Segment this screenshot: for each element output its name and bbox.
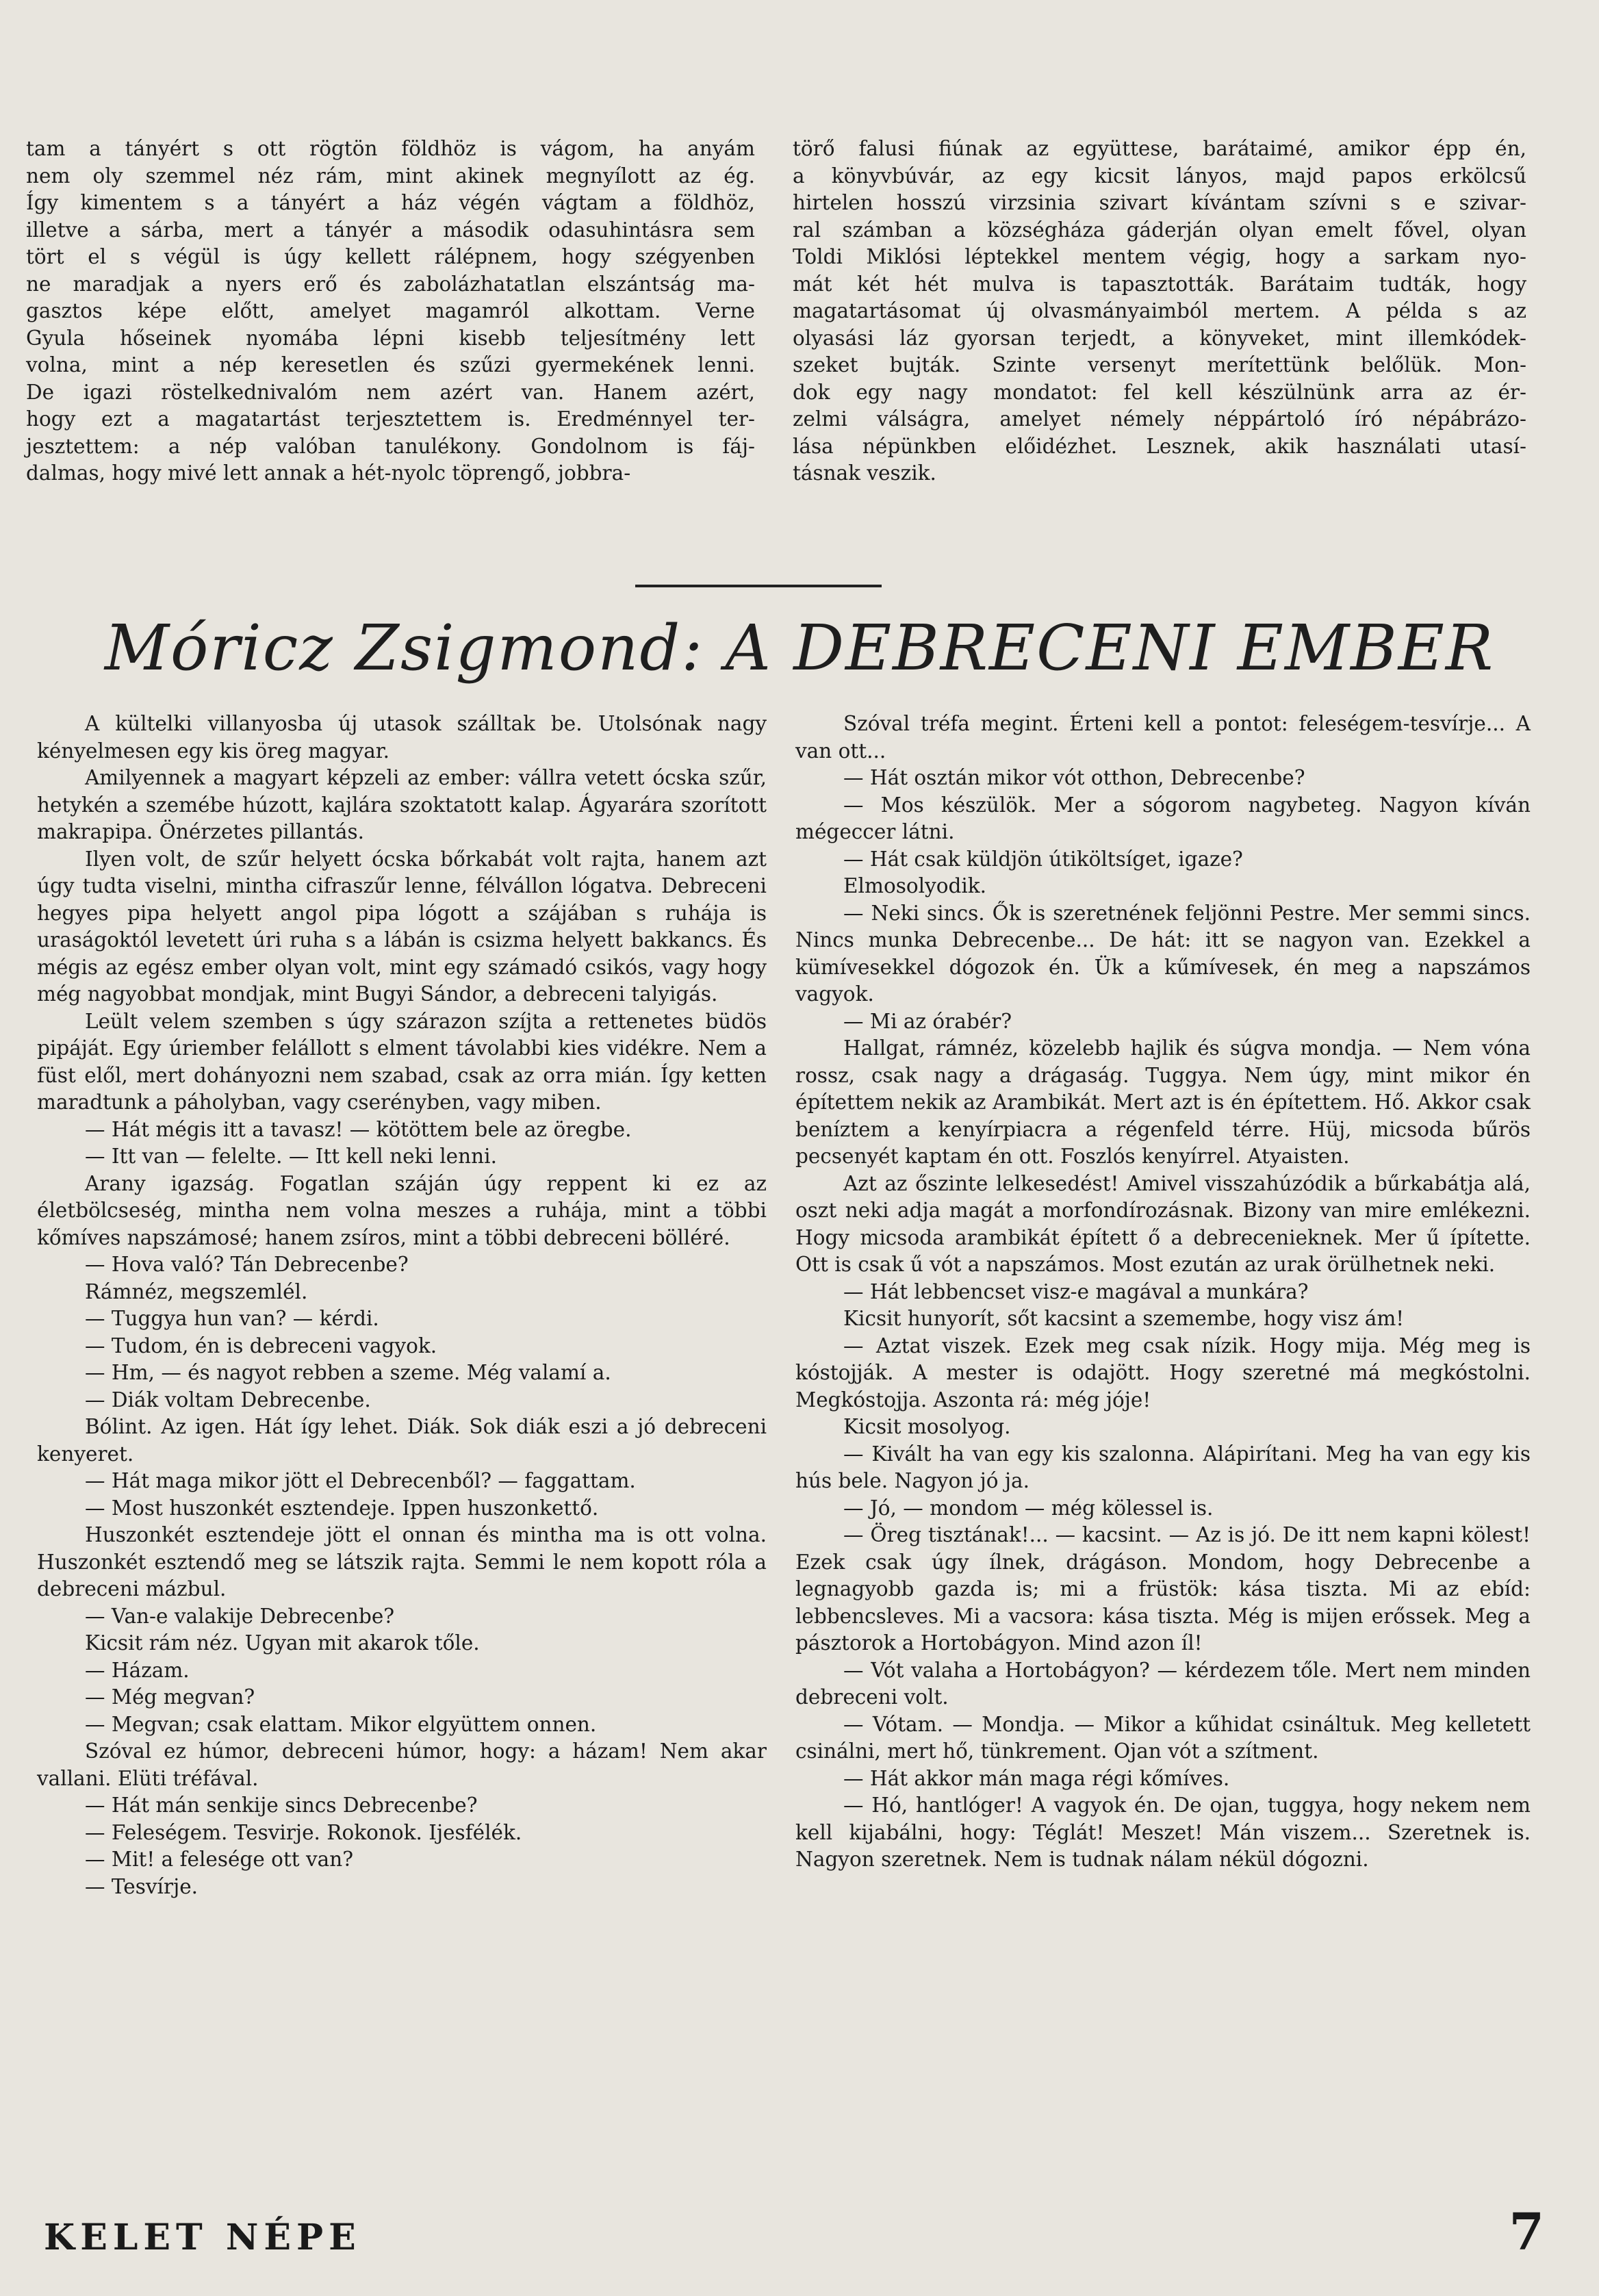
text-line: De igazi röstelkednivalóm nem azért van. Hanem azért, — [26, 380, 755, 404]
article-paragraph: — Feleségem. Tesvirje. Rokonok. Ijesfélék. — [85, 1820, 522, 1844]
text-line: a könyvbúvár, az egy kicsit lányos, majd papos erkölcsű — [793, 164, 1526, 188]
article-paragraph: — Még megvan? — [85, 1685, 255, 1709]
article-paragraph: Huszonkét esztendeje jött el onnan és mintha ma is ott volna. Huszonkét esztendő meg se látszik rajta. Semmi le nem kopott róla a debreceni mázbul. — [37, 1523, 767, 1600]
text-line: volna, mint a nép keresetlen és szűzi gyermekének lenni. — [26, 353, 755, 377]
article-paragraph: — Tesvírje. — [85, 1874, 199, 1898]
article-paragraph: Kicsit mosolyog. — [843, 1415, 1011, 1438]
article-paragraph: — Hát lebbencset visz-e magával a munkára? — [843, 1279, 1309, 1303]
article-paragraph: Azt az őszinte lelkesedést! Amivel visszahúzódik a bűrkabátja alá, oszt neki adja magát a morfondírozásnak. Bizony van mire emlékezni. Hogy micsoda arambikát épített ő a debrecenieknek. Mer ű ípítette. Ott is csak ű vót a napszámos. Most ezután az urak örülhetnek neki. — [795, 1171, 1531, 1276]
text-line: lása népünkben előidézhet. Lesznek, akik használati utasí- — [793, 434, 1526, 458]
article-paragraph: — Házam. — [85, 1658, 190, 1682]
article-paragraph: — Mos készülök. Mer a sógorom nagybeteg. Nagyon kíván mégeccer látni. — [795, 793, 1531, 843]
article-paragraph: Hallgat, rámnéz, közelebb hajlik és súgva mondja. — Nem vóna rossz, csak nagy a drágaság. Tuggya. Nem úgy, mint mikor én építettem nekik az Arambikát. Mert azt is én építettem. Hő. Akkor csak beníztem a kenyírpiacra a régenfeld térre. Hüj, micsoda bűrös pecsenyét kaptam én ott. Foszlós kenyírrel. Atyaisten. — [795, 1036, 1531, 1168]
article-paragraph: Szóval tréfa megint. Érteni kell a pontot: feleségem-tesvírje... A van ott... — [795, 712, 1531, 763]
article-paragraph: — Hát osztán mikor vót otthon, Debrecenbe? — [843, 766, 1305, 789]
article-paragraph: Ilyen volt, de szűr helyett ócska bőrkabát volt rajta, hanem azt úgy tudta viselni, mintha cifraszűr lenne, félvállon lógatva. Debreceni hegyes pipa helyett angol pipa lógott a szájában s ruhája is uraságoktól levetett úri ruha s a lábán is csizma helyett bakkancs. És mégis az egész ember olyan volt, mint egy számadó csikós, vagy hogy még nagyobbat mondjak, mint Bugyi Sándor, a debreceni talyigás. — [37, 847, 767, 1006]
article-paragraph: — Hát maga mikor jött el Debrecenből? — faggattam. — [85, 1469, 636, 1492]
article-paragraph: Elmosolyodik. — [843, 874, 987, 897]
text-line: Így kimentem s a tányért a ház végén vágtam a földhöz, — [26, 191, 755, 214]
article-paragraph: Kicsit rám néz. Ugyan mit akarok tőle. — [85, 1631, 480, 1655]
text-line: ral számban a községháza gáderján olyan emelt fővel, olyan — [793, 218, 1526, 242]
article-paragraph: — Hm, — és nagyot rebben a szeme. Még valamí a. — [85, 1361, 611, 1384]
article-paragraph: Kicsit hunyorít, sőt kacsint a szemembe, hogy visz ám! — [843, 1307, 1405, 1330]
text-line: Gyula hőseinek nyomába lépni kisebb teljesítmény lett — [26, 326, 755, 350]
text-line: mát két hét mulva is tapasztották. Barátaim tudták, hogy — [793, 272, 1526, 296]
article-paragraph: — Megvan; csak elattam. Mikor elgyüttem onnen. — [85, 1712, 597, 1736]
text-line: nem oly szemmel néz rám, mint akinek megnyílott az ég. — [26, 164, 755, 188]
article-paragraph: — Vótam. — Mondja. — Mikor a kűhidat csináltuk. Meg kelletett csinálni, mert hő, tünkrement. Ojan vót a szítment. — [795, 1712, 1531, 1763]
article-paragraph: — Hát csak küldjön útiköltsíget, igaze? — [843, 847, 1243, 871]
article-paragraph: — Neki sincs. Ők is szeretnének feljönni Pestre. Mer semmi sincs. Nincs munka Debrecenbe... De hát: itt se nagyon van. Ezekkel a kümívesekkel dógozok én. Ük a kűmívesek, én meg a napszámos vagyok. — [795, 901, 1531, 1006]
text-line: tört el s végül is úgy kellett rálépnem, hogy szégyenben — [26, 245, 755, 268]
article-paragraph: Amilyennek a magyart képzeli az ember: vállra vetett ócska szűr, hetykén a szemébe húzott, kajlára szoktatott kalap. Ágyarára szorított makrapipa. Önérzetes pillantás. — [37, 766, 767, 843]
text-line: olyasási láz gyorsan terjedt, a könyveket, mint illemkódek- — [793, 326, 1526, 350]
article-paragraph: — Vót valaha a Hortobágyon? — kérdezem tőle. Mert nem minden debreceni volt. — [795, 1658, 1531, 1709]
article-paragraph: — Hát mán senkije sincs Debrecenbe? — [85, 1794, 478, 1817]
article-paragraph: — Diák voltam Debrecenbe. — [85, 1388, 371, 1412]
article-right-column — [795, 711, 1531, 1874]
article-paragraph: — Kivált ha van egy kis szalonna. Alápirítani. Meg ha van egy kis hús bele. Nagyon jó ja. — [795, 1442, 1531, 1492]
article-paragraph: Szóval ez húmor, debreceni húmor, hogy: a házam! Nem akar vallani. Elüti tréfával. — [37, 1739, 767, 1790]
text-line: jesztettem: a nép valóban tanulékony. Gondolnom is fáj- — [26, 434, 755, 458]
article-paragraph: Rámnéz, megszemlél. — [85, 1279, 308, 1303]
article-paragraph: — Mi az órabér? — [843, 1009, 1012, 1033]
article-paragraph: Leült velem szemben s úgy szárazon szíjta a rettenetes büdös pipáját. Egy úriember felállott s elment távolabbi kies vidékre. Nem a füst elől, mert dohányozni nem szabad, csak az orra mián. Így ketten maradtunk a páholyban, vagy cserényben, vagy miben. — [37, 1009, 767, 1114]
article-paragraph: — Hát akkor mán maga régi kőmíves. — [843, 1766, 1230, 1790]
article-left-column — [37, 711, 767, 1900]
top-right-column — [793, 136, 1526, 487]
article-paragraph: — Tudom, én is debreceni vagyok. — [85, 1334, 437, 1357]
text-line: magatartásomat új olvasmányaimból mertem. A példa s az — [793, 299, 1526, 322]
text-line: szeket bujták. Szinte versenyt merítettünk belőlük. Mon- — [793, 353, 1526, 377]
top-left-column — [26, 136, 755, 487]
text-line: zelmi válságra, amelyet némely néppártoló író népábrázo- — [793, 407, 1526, 431]
article-paragraph: — Aztat viszek. Ezek meg csak nízik. Hogy mija. Még meg is kóstojják. A mester is odajött. Hogy szeretné má megkóstolni. Megkóstojja. Aszonta rá: még jóje! — [795, 1334, 1531, 1412]
magazine-name: KELET NÉPE — [44, 2217, 361, 2258]
text-line: gasztos képe előtt, amelyet magamról alkottam. Verne — [26, 299, 755, 322]
article-paragraph: — Most huszonkét esztendeje. Ippen huszonkettő. — [85, 1496, 599, 1520]
text-line: illetve a sárba, mert a tányér a második odasuhintásra sem — [26, 218, 755, 242]
article-paragraph: — Jó, — mondom — még kölessel is. — [843, 1496, 1214, 1520]
section-divider — [635, 585, 882, 587]
article-paragraph: — Tuggya hun van? — kérdi. — [85, 1307, 379, 1330]
text-line: dok egy nagy mondatot: fel kell készülnünk arra az ér- — [793, 380, 1526, 404]
text-line: dalmas, hogy mivé lett annak a hét-nyolc töprengő, jobbra- — [26, 461, 631, 485]
article-paragraph: Arany igazság. Fogatlan száján úgy reppent ki ez az életbölcseség, mintha nem volna meszes a ruhája, mint a többi kőmíves napszámosé; hanem zsíros, mint a többi debreceni bölléré. — [37, 1171, 767, 1249]
article-paragraph: A kültelki villanyosba új utasok szálltak be. Utolsónak nagy kényelmesen egy kis öreg magyar. — [37, 712, 767, 763]
article-paragraph: — Itt van — felelte. — Itt kell neki lenni. — [85, 1145, 497, 1168]
article-paragraph: — Hát mégis itt a tavasz! — kötöttem bele az öregbe. — [85, 1117, 632, 1141]
article-paragraph: — Mit! a felesége ott van? — [85, 1848, 354, 1871]
text-line: tásnak veszik. — [793, 461, 936, 485]
article-paragraph: Bólint. Az igen. Hát így lehet. Diák. Sok diák eszi a jó debreceni kenyeret. — [37, 1415, 767, 1466]
text-line: ne maradjak a nyers erő és zabolázhatatlan elszántság ma- — [26, 272, 755, 296]
article-paragraph: — Hova való? Tán Debrecenbe? — [85, 1253, 409, 1276]
text-line: hogy ezt a magatartást terjesztettem is. Eredménnyel ter- — [26, 407, 755, 431]
text-line: hirtelen hosszú virzsinia szivart kívántam szívni s e szivar- — [793, 191, 1526, 214]
article-paragraph: — Öreg tisztának!... — kacsint. — Az is jó. De itt nem kapni kölest! Ezek csak úgy ílnek, drágáson. Mondom, hogy Debrecenbe a legnagyobb gazda is; mi a früstök: kása tiszta. Mi az ebíd: lebbencsleves. Mi a vacsora: kása tiszta. Még is mijen erőssek. Meg a pásztorok a Hortobágyon. Mind azon íl! — [795, 1523, 1531, 1655]
page-number: 7 — [1509, 2203, 1544, 2262]
text-line: Toldi Miklósi léptekkel mentem végig, hogy a sarkam nyo- — [793, 245, 1526, 268]
article-paragraph: — Hó, hantlóger! A vagyok én. De ojan, tuggya, hogy nekem nem kell kijabálni, hogy: Téglát! Meszet! Mán viszem... Szeretnek is. Nagyon szeretnek. Nem is tudnak nálam nékül dógozni. — [795, 1794, 1531, 1871]
article-paragraph: — Van-e valakije Debrecenbe? — [85, 1604, 395, 1628]
article-title: Móricz Zsigmond: A DEBRECENI EMBER — [104, 611, 1495, 685]
text-line: törő falusi fiúnak az együttese, barátaimé, amikor épp én, — [793, 137, 1526, 160]
text-line: tam a tányért s ott rögtön földhöz is vágom, ha anyám — [26, 137, 755, 160]
